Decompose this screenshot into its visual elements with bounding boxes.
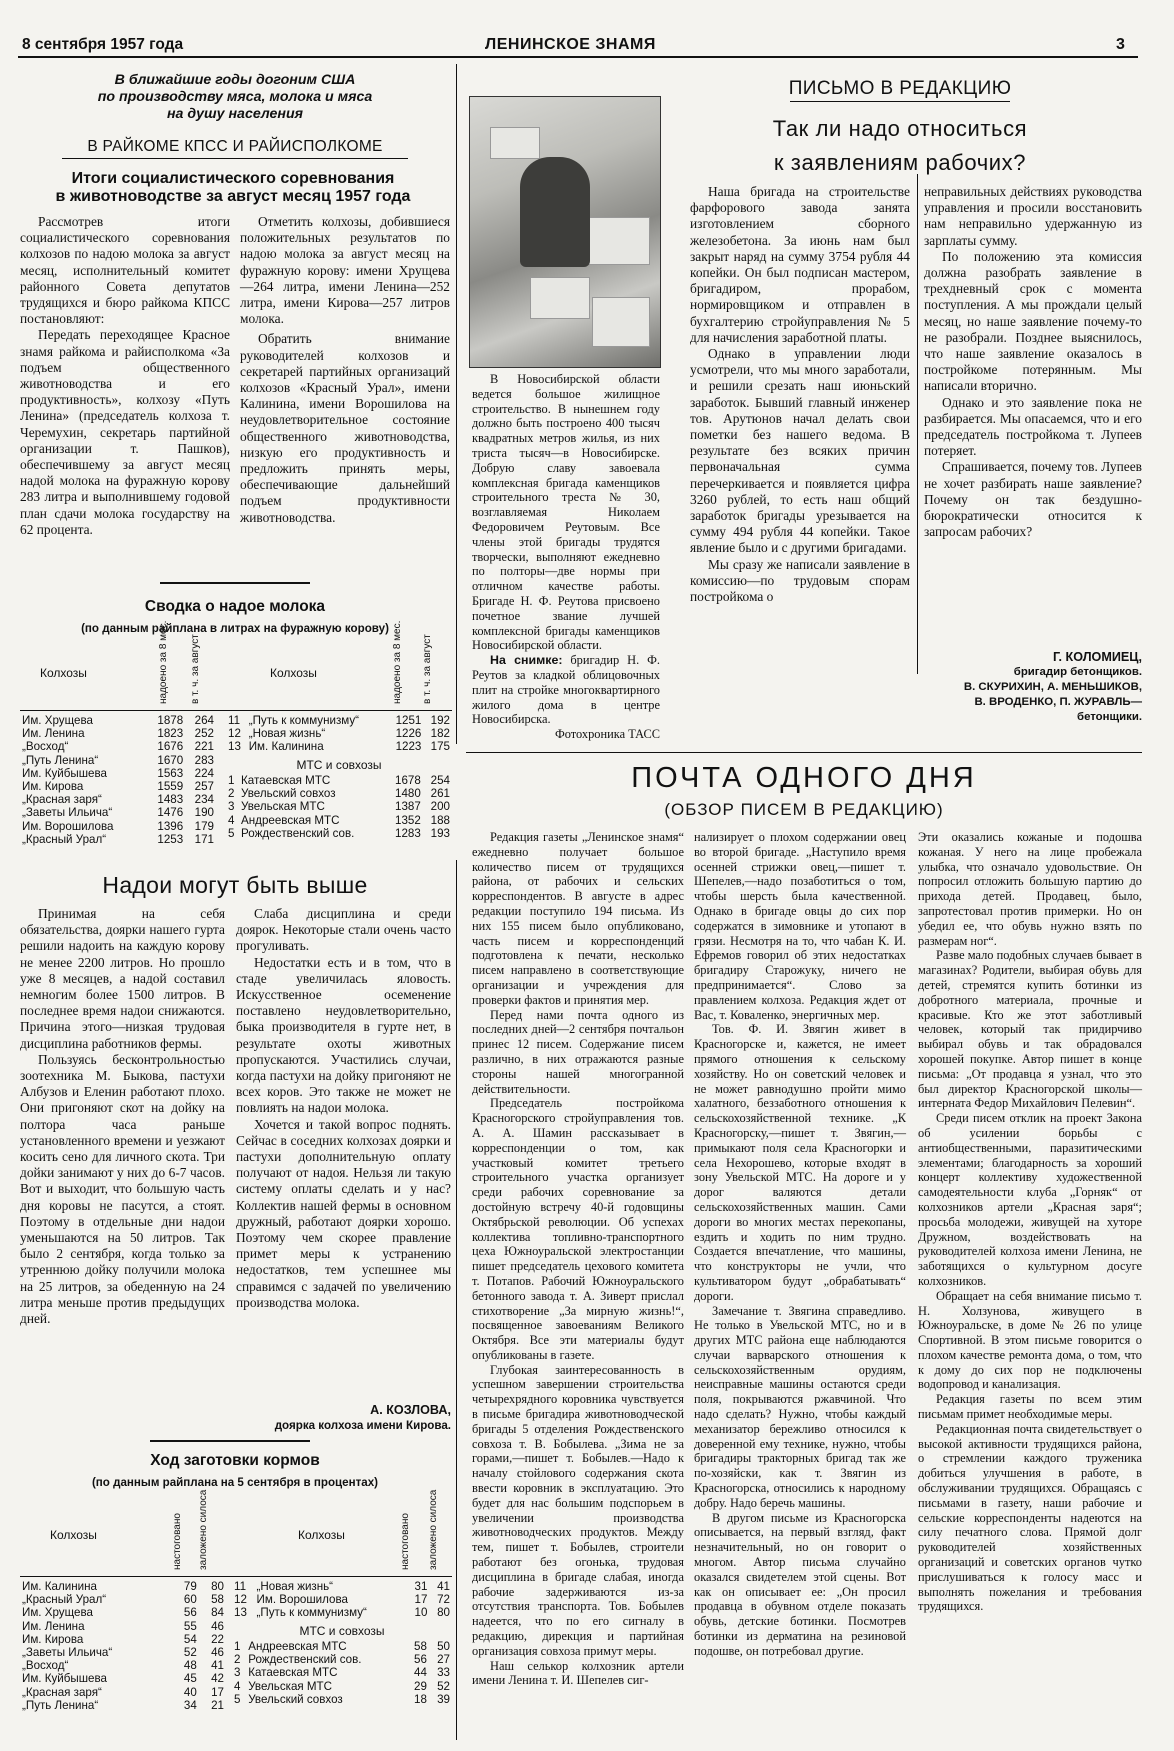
table-cell: „Заветы Ильича“ <box>22 1646 113 1660</box>
table-cell: 58 <box>414 1640 427 1653</box>
table-cell: Им. Калинина <box>22 1580 97 1593</box>
paragraph: Хочется и такой вопрос поднять. Сейчас в соседних колхозах доярки и пастухи дополнительную оплату получают от надоя. Нельзя ли такую систему оплаты сделать и у нас? Коллектив нашей фермы в основном дружный, работают доярки хорошо. Поэтому чем скорее правление примет меры к устранению недостатков, тем успешнее мы справимся с задачей по увеличению производства молока. <box>236 1116 451 1310</box>
table-row <box>20 833 216 846</box>
slogan-line: на душу населения <box>166 106 304 122</box>
section-rule <box>160 582 310 584</box>
table-cell: „Заветы Ильича“ <box>22 806 113 820</box>
col-header-hay: настоговано <box>172 1513 183 1570</box>
table-cell: 171 <box>194 832 214 846</box>
headline-line: в животноводстве за август месяц 1957 года <box>55 188 411 205</box>
paragraph: Слаба дисциплина и среди доярок. Некоторые стали очень часто прогуливать. <box>236 906 451 954</box>
table-cell: 1563 <box>157 766 184 780</box>
table-row <box>20 806 216 819</box>
table-cell: 84 <box>211 1606 224 1620</box>
table-cell: 175 <box>430 740 450 754</box>
table-row <box>20 1699 226 1712</box>
table-row <box>226 714 452 727</box>
paragraph: В другом письме из Красногорска описывается, на первый взгляд, факт незначительный, но он говорит о многом. Автор письма случайно оказался свидетелем этой сцены. Вот как он описывает ее: „Он просил продавца в обувном отделе показать обувь, детские ботинки. Посмотрев ботинки из дерматина на резиновой подошве, он потребовал другие. <box>694 1510 906 1658</box>
mail-column <box>472 830 684 1688</box>
col-header-8m: надоено за 8 мес. <box>392 620 403 704</box>
table-cell: 41 <box>211 1659 224 1673</box>
table-cell: 80 <box>437 1606 450 1620</box>
article-column <box>236 906 451 1311</box>
fodder-table-subtitle: (по данным райплана на 5 сентября в процентах) <box>91 1476 379 1489</box>
table-cell: 52 <box>183 1646 197 1660</box>
table-row <box>20 1686 226 1699</box>
paragraph: Пользуясь бесконтрольностью зоотехника М. Быкова, пастухи Албузов и Еленин работают плохо. Они пригоняют скот на дойку на полтора часа раньше установленного времени и уезжают косить сено для личного скота. Три дойки занимают у них до 6-7 часов. Вот и выходит, что большую часть дня коровы не пасутся, а стоят. Поэтому в отдельные дни надои уменьшаются на 50 литров. Так было 2 сентября, когда только за утреннюю дойку получили молока на 25 литров, за обеденную на 24 литра меньше против предыдущих дней. <box>20 1051 225 1327</box>
table-cell: 22 <box>211 1632 224 1646</box>
table-cell: 42 <box>211 1672 224 1686</box>
photo-detail <box>530 277 590 319</box>
table-row <box>226 827 452 840</box>
table-cell: Им. Куйбышева <box>22 1672 107 1686</box>
table-row <box>232 1666 452 1679</box>
table-cell: 2 <box>234 1653 241 1667</box>
photo-detail <box>592 297 650 347</box>
table-cell: „Путь к коммунизму“ <box>256 1606 367 1620</box>
photo-credit: Фотохроника ТАСС <box>554 727 660 742</box>
paragraph: Перед нами почта одного из последних дней—2 сентября почтальон принес 12 писем. Содержание писем различно, в них отражаются разные стороны нашей многогранной действительности. <box>472 1007 684 1096</box>
paragraph: Редакционная почта свидетельствует о высокой активности трудящихся района, о стремлении каждого труженика добиться улучшения в работе, в обслуживании трудящихся. Обращаясь с письмами в газету, наши рабочие и сельские корреспонденты надеются на силу печатного слова. Прямой долг руководителей хозяйственных организаций и советских органов чутко прислушиваться к голосу масс и выполнять пожелания и требования трудящихся. <box>918 1421 1142 1614</box>
caption-note: бригадир Н. Ф. Реутов за кладкой облицовочных плит на стройке многоквартирного жилого дома в центре Новосибирска. <box>472 653 660 727</box>
table-cell: Им. Кирова <box>22 780 84 794</box>
table-row <box>20 714 216 727</box>
article-column <box>20 214 230 538</box>
table-cell: 252 <box>194 727 214 741</box>
table-cell: 1251 <box>395 714 422 727</box>
table-row <box>232 1593 452 1606</box>
table-cell: „Путь Ленина“ <box>22 1698 99 1712</box>
table-cell: 182 <box>430 727 450 741</box>
slogan-line: по производству мяса, молока и мяса <box>97 89 373 105</box>
table-cell: 1 <box>228 774 235 787</box>
issue-date: 8 сентября 1957 года <box>22 36 184 53</box>
col-header-august: в т. ч. за август <box>190 634 201 704</box>
table-cell: 2 <box>228 787 235 801</box>
paragraph: Редакция газеты по всем этим письмам примет необходимые меры. <box>918 1392 1142 1422</box>
photo-caption <box>472 372 660 742</box>
col-header-kolhoz: Колхозы <box>50 1528 97 1542</box>
table-cell: 17 <box>211 1685 224 1699</box>
table-cell: 17 <box>414 1593 428 1607</box>
table-cell: 33 <box>437 1666 450 1680</box>
table-cell: Рождественский сов. <box>248 1653 362 1667</box>
table-cell: 1253 <box>157 832 184 846</box>
section-rule <box>150 1440 310 1442</box>
paragraph: Тов. Ф. И. Звягин живет в Красногорске и, кажется, не имеет прямого отношения к сельскому хозяйству. Но он советский человек и не может равнодушно пройти мимо халатного, беззаботного отношения к сельскохозяйственной технике. „К Красногорску,—пишет т. Звягин,—примыкают поля села Красногорки и села Нехорошево, которые входят в зону Увельской МТС. На дороге и у дорог валяются детали сельскохозяйственных машин. Сами дороги во многих местах перекопаны, ездить и ходить по ним трудно. Создается впечатление, что машины, что конструкторы не учли, что культиватором будут „обрабатывать“ дороги. <box>694 1022 906 1303</box>
mail-column <box>918 830 1142 1614</box>
table-row <box>226 800 452 813</box>
table-cell: 4 <box>234 1679 241 1693</box>
table-cell: 46 <box>211 1646 224 1660</box>
table-cell: Им. Куйбышева <box>22 766 107 780</box>
milk-table-subtitle: (по данным райплана в литрах на фуражную корову) <box>81 622 389 635</box>
table-cell: 1559 <box>157 780 184 794</box>
mts-subheader: МТС и совхозы <box>299 1624 385 1638</box>
photo-detail <box>588 217 650 265</box>
table-cell: Им. Калинина <box>248 740 324 754</box>
table-cell: „Красный Урал“ <box>22 1593 107 1607</box>
table-cell: 193 <box>430 826 450 840</box>
table-cell: Увельский совхоз <box>241 787 336 801</box>
mail-column <box>694 830 906 1659</box>
slogan-line: В ближайшие годы догоним США <box>114 72 356 88</box>
signer-role: бригадир бетонщиков. <box>1013 666 1142 678</box>
signer: Г. КОЛОМИЕЦ, <box>1052 650 1142 664</box>
photo-figure <box>520 157 590 267</box>
paragraph: Принимая на себя обязательства, доярки нашего гурта решили надоить на каждую корову не менее 2200 литров. Но прошло уже 8 месяцев, а надой составил немногим более 1500 литров. В последнее время надои снижаются. Причина этого—низкая трудовая дисциплина работников фермы. <box>20 906 225 1051</box>
table-cell: 31 <box>414 1580 428 1593</box>
table-cell: 1 <box>234 1640 241 1653</box>
table-row <box>20 767 216 780</box>
letter-column <box>924 184 1142 540</box>
letter-column <box>690 184 910 605</box>
table-cell: 21 <box>211 1698 224 1712</box>
table-cell: 41 <box>437 1580 450 1593</box>
signer: В. ВРОДЕНКО, П. ЖУРАВЛЬ— <box>974 696 1142 708</box>
table-cell: 264 <box>194 714 214 727</box>
news-photo <box>469 96 661 368</box>
table-cell: 3 <box>234 1666 241 1680</box>
table-cell: 224 <box>194 766 214 780</box>
table-cell: „Красный Урал“ <box>22 832 107 846</box>
table-row <box>232 1653 452 1666</box>
paragraph: Наш селькор колхозник артели имени Ленина т. И. Шепелев сиг- <box>472 1658 684 1688</box>
article-column <box>240 214 450 526</box>
table-cell: 55 <box>183 1619 197 1633</box>
table-row <box>226 814 452 827</box>
table-cell: 1223 <box>395 740 422 754</box>
table-cell: 52 <box>437 1679 450 1693</box>
table-row <box>20 1620 226 1633</box>
table-row <box>20 780 216 793</box>
headline-line: Итоги социалистического соревнования <box>71 170 395 187</box>
signer: В. СКУРИХИН, А. МЕНЬШИКОВ, <box>963 681 1142 693</box>
rubric: В РАЙКОМЕ КПСС И РАЙИСПОЛКОМЕ <box>87 138 383 155</box>
table-cell: 12 <box>228 727 241 741</box>
table-cell: 1283 <box>395 826 421 840</box>
fodder-rows-left <box>20 1580 226 1712</box>
table-cell: 39 <box>437 1692 450 1706</box>
fodder-rows-mts <box>232 1640 452 1706</box>
mts-subheader: МТС и совхозы <box>296 758 382 772</box>
table-cell: Увельская МТС <box>248 1679 333 1693</box>
table-cell: 56 <box>183 1606 197 1620</box>
table-cell: 48 <box>183 1659 197 1673</box>
table-row <box>232 1580 452 1593</box>
table-rule <box>20 710 452 711</box>
paragraph: Наша бригада на строительстве фарфорового завода занята изготовлением сборного железобетона. За июнь нам был закрыт наряд на сумму 3754 рубля 44 копейки. Он был подписан мастером, бригадиром, прорабом, нормировщиком и отправлен в бухгалтерию стройуправления № 5 для начисления заработной платы. <box>690 184 910 345</box>
section-rule <box>466 752 1142 753</box>
photo-detail <box>490 127 540 159</box>
paragraph: Разве мало подобных случаев бывает в магазинах? Родители, выбирая обувь для детей, стремятся купить ботинки из добротного материала, прочные и красивые. Кто же этот заботливый человек, который так придирчиво выбирал обувь и так обрадовался хорошей покупке. Автор пишет в конце письма: „От продавца я узнал, что это был директор Красногорской школы—интерната Федор Михайлович Пелевин“. <box>918 948 1142 1111</box>
signer-role: бетонщики. <box>1077 711 1142 723</box>
table-row <box>20 1633 226 1646</box>
masthead-rule <box>18 56 1138 58</box>
newspaper-name: ЛЕНИНСКОЕ ЗНАМЯ <box>485 36 656 53</box>
paragraph: Мы сразу же написали заявление в комиссию—по трудовым спорам постройкома о <box>690 556 910 605</box>
paragraph: Однако в управлении люди усмотрели, что мы много заработали, и решили срезать наш июньский заработок. Бывший главный инженер тов. Арутюнов начал делать свои пометки без нашего ведома. В результате без всяких причин первоначальная сумма перечеркивается и появляется цифра 3260 рублей, то есть наш общий заработок бригады урезывается на сумму 494 рубля 44 копейки. Такое явление было и с другими бригадами. <box>690 346 910 556</box>
table-cell: 1483 <box>157 793 184 807</box>
table-cell: Андреевская МТС <box>248 1640 347 1653</box>
table-cell: 29 <box>414 1679 427 1693</box>
table-row <box>226 727 452 740</box>
paragraph: Глубокая заинтересованность в успешном завершении строительства четырехрядного коровника чувствуется в письме бригадира животноводческой бригады 5 отделения Рождественского совхоза т. В. Бобылева. „Зима не за горами,—пишет т. Бобылев.—Надо к началу стойлового содержания скота ввести коровник в эксплуатацию. Это будет для нас большим подспорьем в увеличении производства животноводческих продуктов. Между тем, пишет т. Бобылев, строители работают без огонька, трудовая дисциплина в бригаде слабая, иногда рабочие задерживаются из-за отсутствия транспорта. Тов. Бобылев надеется, что по его сигналу в редакцию, дирекция и партийная организация совхоза примут меры. <box>472 1362 684 1658</box>
table-cell: „Восход“ <box>22 1659 69 1673</box>
table-row <box>20 1659 226 1672</box>
table-cell: 79 <box>183 1580 197 1593</box>
table-cell: 1670 <box>157 753 184 767</box>
table-cell: „Путь к коммунизму“ <box>248 714 360 727</box>
col-header-8m: надоено за 8 мес. <box>158 620 169 704</box>
table-cell: 44 <box>414 1666 427 1680</box>
table-cell: 40 <box>183 1685 197 1699</box>
fodder-rows-right <box>232 1580 452 1620</box>
table-rule <box>20 1576 452 1577</box>
table-cell: 254 <box>430 774 450 787</box>
table-cell: 4 <box>228 813 235 827</box>
table-cell: 1387 <box>395 800 421 814</box>
table-cell: 3 <box>228 800 235 814</box>
table-cell: Катаевская МТС <box>248 1666 338 1680</box>
table-cell: 261 <box>430 787 450 801</box>
table-cell: 11 <box>228 714 241 727</box>
table-row <box>20 793 216 806</box>
table-cell: 190 <box>194 806 214 820</box>
col-header-hay: настоговано <box>400 1513 411 1570</box>
table-cell: 1476 <box>157 806 184 820</box>
milk-rows-mts <box>226 774 452 840</box>
table-row <box>20 740 216 753</box>
table-cell: 1226 <box>395 727 422 741</box>
author-signature: А. КОЗЛОВА, <box>370 1403 451 1417</box>
table-cell: 54 <box>183 1632 197 1646</box>
table-cell: 72 <box>437 1593 450 1607</box>
table-cell: Им. Хрущева <box>22 714 93 727</box>
paragraph: Обращает на себя внимание письмо т. Н. Холзунова, живущего в Южноуральске, в доме № 26 по улице Спортивной. В этом письме говорится о плохом качестве ремонта дома, о том, что к дому до сих пор не подключены водопровод и канализация. <box>918 1288 1142 1392</box>
table-cell: „Новая жизнь“ <box>256 1580 334 1593</box>
table-row <box>226 774 452 787</box>
paragraph: неправильных действиях руководства управления и просили восстановить нам неправильно удержанную из зарплаты сумму. <box>924 184 1142 248</box>
table-cell: 80 <box>211 1580 224 1593</box>
column-divider <box>456 64 457 744</box>
letter-headline <box>680 112 1120 180</box>
table-row <box>232 1606 452 1619</box>
table-cell: 34 <box>183 1698 197 1712</box>
table-row <box>20 727 216 740</box>
table-cell: 27 <box>437 1653 450 1667</box>
table-cell: 56 <box>414 1653 427 1667</box>
table-row <box>20 1606 226 1619</box>
table-cell: 257 <box>194 780 214 794</box>
fodder-table <box>20 1489 452 1740</box>
table-row <box>20 1672 226 1685</box>
table-cell: „Путь Ленина“ <box>22 753 99 767</box>
table-cell: 283 <box>194 753 214 767</box>
table-row <box>20 1593 226 1606</box>
column-divider <box>456 860 457 1740</box>
slogan <box>30 72 440 123</box>
table-row <box>232 1680 452 1693</box>
rubric-rule <box>790 101 1010 102</box>
table-cell: 5 <box>234 1692 241 1706</box>
table-cell: Катаевская МТС <box>241 774 331 787</box>
milk-rows-left <box>20 714 216 846</box>
paragraph: По положению эта комиссия должна разобрать заявление в трехдневный срок с момента поступления. А мы прождали целый месяц, но наше заявление почему-то не разобрали. Позднее выяснилось, что наше заявление оказалось в постройкоме потерянным. Мы написали вторично. <box>924 248 1142 394</box>
headline-line: к заявлениям рабочих? <box>773 150 1027 175</box>
table-row <box>20 1646 226 1659</box>
paragraph: Замечание т. Звягина справедливо. Не только в Увельской МТС, но и в других МТС района еще наблюдаются случаи варварского отношения к сельскохозяйственным орудиям, неисправные машины остаются среди поля, покрываются ржавчиной. Что надо сделать? Нужно, чтобы каждый механизатор бережливо относился к доверенной ему технике, нужно, чтобы бригадиры тракторных бригад так же по-хозяйски, как т. Звягин из Красногорска, относились к народному добру. Надо беречь машины. <box>694 1303 906 1510</box>
article-headline <box>18 170 448 206</box>
table-cell: Увельский совхоз <box>248 1692 343 1706</box>
table-cell: 45 <box>183 1672 197 1686</box>
col-header-silo: заложено силоса <box>428 1489 439 1570</box>
table-cell: 1352 <box>395 813 421 827</box>
table-cell: 221 <box>194 740 214 754</box>
caption-label: На снимке: <box>490 653 563 668</box>
table-cell: 50 <box>437 1640 450 1653</box>
paragraph: Спрашивается, почему тов. Лупеев не хочет разбирать наше заявление? Почему он так бездушно-бюрократически относится к запросам рабочих? <box>924 459 1142 540</box>
table-cell: „Новая жизнь“ <box>248 727 326 741</box>
table-cell: 1878 <box>157 714 184 727</box>
paragraph: Передать переходящее Красное знамя райкома и райисполкома «За подъем общественного животноводства и его продуктивность», колхозу «Путь Ленина» (председатель колхоза т. Черемухин, секретарь партийной организации т. Пашков), обеспечившему за август месяц надой молока на фуражную корову 283 литра и выполнившему годовой план сдачи молока государству на 62 процента. <box>20 327 230 537</box>
paragraph: Председатель постройкома Красногорского стройуправления тов. А. А. Шамин рассказывает в корреспонденции о том, как участковый комитет третьего строительного участка организует среди рабочих соревнование за достойную встречу 40-й годовщины Октябрьской революции. Об успехах коллектива топливно-транспортного цеха Южноуральской электростанции пишет председатель цехового комитета т. Потапов. Рабочий Южноуральского бетонного завода т. А. Зиверт прислал стихотворение „За мирную жизнь!“, посвященное завоеваниям Великого Октября. Все эти материалы будут опубликованы в газете. <box>472 1096 684 1362</box>
table-row <box>226 787 452 800</box>
table-cell: Им. Хрущева <box>22 1606 93 1620</box>
table-cell: Андреевская МТС <box>241 813 340 827</box>
table-cell: 200 <box>430 800 450 814</box>
table-cell: 46 <box>211 1619 224 1633</box>
table-cell: 192 <box>430 714 450 727</box>
table-cell: Им. Ворошилова <box>22 819 114 833</box>
table-row <box>20 754 216 767</box>
table-row <box>232 1640 452 1653</box>
nadoi-headline: Надои могут быть выше <box>102 872 368 898</box>
paragraph: нализирует о плохом содержании овец во второй бригаде. „Наступило время осенней стрижки овец,—пишет т. Шепелев,—надо позаботиться о том, чтобы шерсть была качественной. Однако в бригаде овцы до сих пор содержатся в зимовнике и утопают в грязи. Несмотря на то, что чабан К. И. Ефремов говорил об этих недостатках бригадиру Старожуку, ничего не предпринимается“. Слово за правлением колхоза. Редакция ждет от Вас, т. Коваленко, энергичных мер. <box>694 830 906 1022</box>
paragraph: Обратить внимание руководителей колхозов и секретарей партийных организаций колхозов «Красный Урал», имени Калинина, имени Ворошилова на неудовлетворительное состояние общественного животноводства, низкую его продуктивность и предложить принять меры, обеспечивающие дальнейший подъем продуктивности животноводства. <box>240 331 450 525</box>
table-cell: 58 <box>211 1593 224 1607</box>
table-cell: Рождественский сов. <box>241 826 355 840</box>
table-cell: Им. Ленина <box>22 1619 85 1633</box>
article-column <box>20 906 225 1327</box>
table-cell: „Восход“ <box>22 740 69 754</box>
col-header-kolhoz: Колхозы <box>298 1528 345 1542</box>
col-header-kolhoz: Колхозы <box>270 666 317 680</box>
table-cell: 10 <box>414 1606 428 1620</box>
table-cell: Им. Кирова <box>22 1632 84 1646</box>
table-cell: 60 <box>183 1593 197 1607</box>
page-number: 3 <box>1116 36 1125 53</box>
letter-signatures <box>924 650 1142 725</box>
table-cell: 13 <box>228 740 241 754</box>
author-role: доярка колхоза имени Кирова. <box>274 1419 451 1432</box>
paragraph: Рассмотрев итоги социалистического соревнования колхозов по надою молока за август месяц, исполнительный комитет районного Совета депутатов трудящихся и бюро райкома КПСС постановляют: <box>20 214 230 327</box>
table-row <box>226 740 452 753</box>
table-row <box>232 1693 452 1706</box>
table-cell: 1396 <box>157 819 184 833</box>
table-cell: „Красная заря“ <box>22 793 102 807</box>
paragraph: Недостатки есть и в том, что в стаде увеличилась яловость. Искусственное осеменение поставлено неудовлетворительно, быка производителя в гурте нет, в результате охоты животных пропускаются. Участились случаи, когда пастухи на дойку пригоняют не всех коров. Это также не может не повлиять на надои молока. <box>236 954 451 1116</box>
table-cell: 13 <box>234 1606 247 1620</box>
table-cell: „Красная заря“ <box>22 1685 102 1699</box>
headline-line: Так ли надо относиться <box>772 116 1028 141</box>
table-row <box>20 820 216 833</box>
milk-table-title: Сводка о надое молока <box>144 598 326 615</box>
col-header-kolhoz: Колхозы <box>40 666 87 680</box>
table-cell: 12 <box>234 1593 247 1607</box>
table-cell: 18 <box>414 1692 427 1706</box>
paragraph: Среди писем отклик на проект Закона об усилении борьбы с антиобщественными, паразитическими элементами; благодарность за хороший концерт коллективу художественной самодеятельности клуба „Горняк“ от колхозников артели „Красная заря“; просьба молодежи, живущей на хуторе Дружном, воздействовать на руководителей колхоза имени Ленина, не заботящихся о культурном досуге колхозников. <box>918 1111 1142 1288</box>
paragraph: Редакция газеты „Ленинское знамя“ ежедневно получает большое количество писем от трудящихся района, от рабочих и сельских корреспондентов. В августе в адрес редакции поступило 194 письма. Из них 155 писем было опубликовано, часть писем и корреспонденций подготовлена к печати, несколько писем направлено в соответствующие организации и учреждения для проверки фактов и принятия мер. <box>472 830 684 1007</box>
table-cell: 234 <box>194 793 214 807</box>
column-divider <box>917 174 918 674</box>
table-cell: 188 <box>430 813 450 827</box>
table-cell: Им. Ворошилова <box>256 1593 348 1607</box>
col-header-august: в т. ч. за август <box>422 634 433 704</box>
milk-rows-right <box>226 714 452 754</box>
caption-text: В Новосибирской области ведется большое жилищное строительство. В нынешнем году должно быть построено 400 тысяч квадратных метров жилья, из них триста тысяч—в Новосибирске. Добрую славу завоевала комплексная бригада каменщиков строительного треста № 30, возглавляемая Николаем Федоровичем Реутовым. Все члены этой бригады трудятся творчески, выполняют ежедневно по полторы—две нормы при отличном качестве работы. Бригаде Н. Ф. Реутова присвоено почетное звание лучшей комплексной бригады каменщиков Новосибирской области. <box>472 372 660 653</box>
table-cell: 5 <box>228 826 235 840</box>
table-cell: 11 <box>234 1580 247 1593</box>
table-cell: 1678 <box>395 774 421 787</box>
table-cell: Им. Ленина <box>22 727 85 741</box>
paragraph: Эти оказались кожаные и подошва кожаная. У него на лице пробежала улыбка, что означало удовольствие. Он попросил отложить большую партию до прихода детей. Продавец, было, запротестовал против примерки. Но он убедил ее, что обувь нужно взять по размерам ног“. <box>918 830 1142 948</box>
mail-subheadline: (ОБЗОР ПИСЕМ В РЕДАКЦИЮ) <box>664 800 944 819</box>
letter-rubric: ПИСЬМО В РЕДАКЦИЮ <box>788 78 1012 99</box>
table-cell: 1676 <box>157 740 184 754</box>
fodder-table-title: Ход заготовки кормов <box>150 1452 320 1469</box>
table-cell: 1823 <box>157 727 184 741</box>
table-cell: Увельская МТС <box>241 800 325 814</box>
table-row <box>20 1580 226 1593</box>
col-header-silo: заложено силоса <box>198 1489 209 1570</box>
table-cell: 179 <box>194 819 214 833</box>
mail-headline: ПОЧТА ОДНОГО ДНЯ <box>631 762 977 794</box>
paragraph: Однако и это заявление пока не разбирается. Мы опасаемся, что и его председатель постройкома т. Лупеев потеряет. <box>924 394 1142 459</box>
table-cell: 1480 <box>395 787 421 801</box>
paragraph: Отметить колхозы, добившиеся положительных результатов по надою молока за август месяц на фуражную корову: имени Хрущева—264 литра, имени Ленина—252 литра, имени Кирова—257 литров молока. <box>240 214 450 327</box>
rubric-rule <box>62 158 408 159</box>
